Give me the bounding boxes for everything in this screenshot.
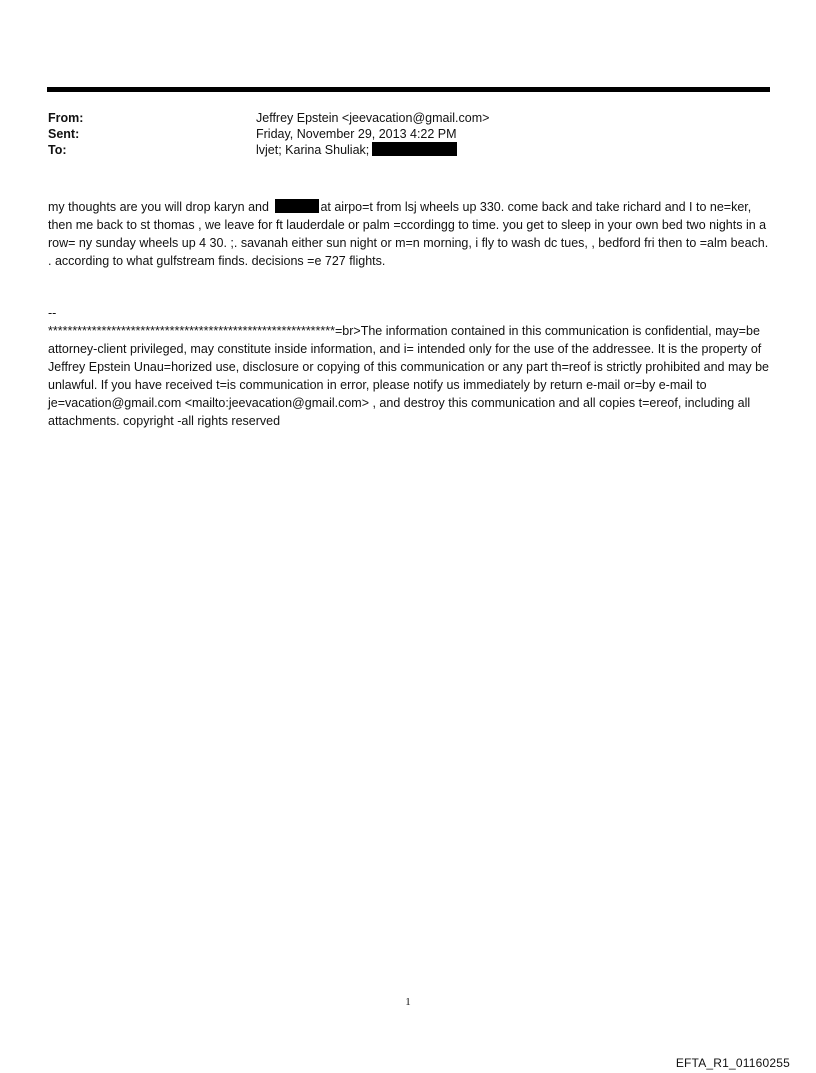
sent-row — [48, 126, 768, 142]
header-divider — [47, 87, 770, 92]
disclaimer-text: ***********************************************************=br>The information contained in this communication is confidential, may=be attorney-client privileged, may constitute inside information, and i= intended only for the use of the addressee. It is the property of Jeffrey Epstein Unau=horized use, disclosure or copying of this communication or any part th=reof is strictly prohibited and may be unlawful. If you have received t=is communication in error, please notify us immediately by return e-mail or=by e-mail to je=vacation@gmail.com <mailto:jeevacation@gmail.com> , and destroy this communication and all copies t=ereof, including all attachments. copyright -all rights reserved — [48, 324, 769, 428]
to-label: To: — [48, 143, 67, 157]
redaction-box — [372, 142, 457, 156]
signature-separator: -- — [48, 306, 57, 320]
to-value-wrap — [256, 142, 768, 158]
to-row — [48, 142, 768, 158]
document-id: EFTA_R1_01160255 — [675, 1056, 790, 1070]
email-body — [48, 198, 772, 270]
sent-value: Friday, November 29, 2013 4:22 PM — [256, 127, 457, 141]
from-label: From: — [48, 111, 84, 125]
to-value: lvjet; Karina Shuliak; — [256, 143, 370, 157]
confidentiality-disclaimer — [48, 322, 772, 430]
redaction-box — [275, 199, 319, 213]
body-paragraph — [48, 198, 772, 270]
sent-label: Sent: — [48, 127, 80, 141]
from-row — [48, 110, 768, 126]
from-value: Jeffrey Epstein <jeevacation@gmail.com> — [256, 111, 490, 125]
email-header — [48, 110, 768, 158]
page-number: 1 — [405, 996, 411, 1008]
body-text-part1: my thoughts are you will drop karyn and — [48, 200, 269, 214]
body-text-part2: at airpo=t from lsj wheels up 330. come back and take richard and I to ne=ker, then me back to st thomas , we leave for ft lauderdale or palm =ccordingg to time. you get to sleep in your own bed two nights in a row= ny sunday wheels up 4 30. ;. savanah either sun night or m=n morning, i fly to wash dc tues, , bedford fri then to =alm beach. . according to what gulfstream finds. decisions =e 727 flights. — [48, 200, 769, 268]
